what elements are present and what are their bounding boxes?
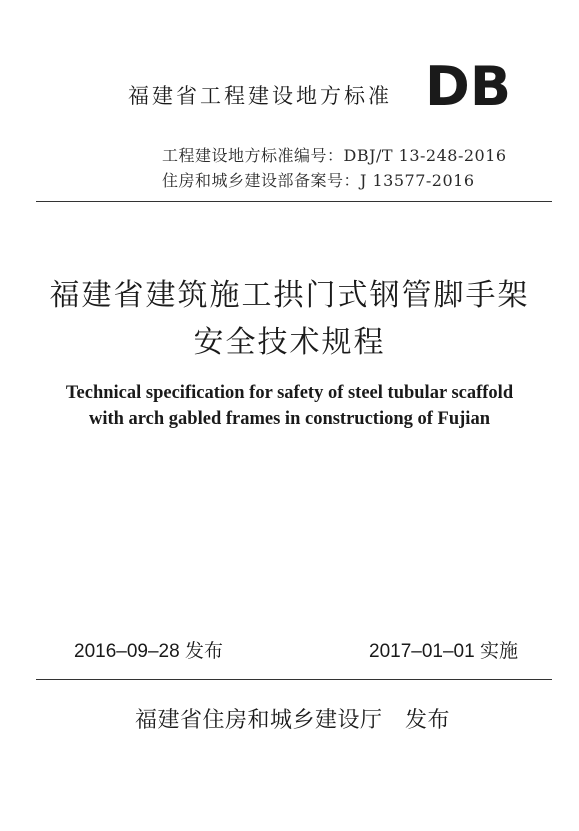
implement-date: 2017–01–01 实施 bbox=[369, 641, 518, 662]
top-divider bbox=[36, 201, 552, 202]
title-cn-line2: 安全技术规程 bbox=[193, 325, 386, 360]
title-en-line1: Technical specification for safety of steel tubular scaffold bbox=[65, 383, 514, 403]
title-en-line2: with arch gabled frames in constructiong of Fujian bbox=[88, 409, 490, 429]
publisher: 福建省住房和城乡建设厅 发布 bbox=[135, 708, 451, 733]
issue-date: 2016–09–28 发布 bbox=[74, 641, 223, 662]
standard-number: 工程建设地方标准编号：DBJ/T 13-248-2016 bbox=[162, 146, 507, 165]
record-number: 住房和城乡建设部备案号：J 13577-2016 bbox=[162, 171, 475, 190]
title-cn-line1: 福建省建筑施工拱门式钢管脚手架 bbox=[49, 278, 530, 313]
standard-type-label: 福建省工程建设地方标准 bbox=[128, 84, 392, 108]
bottom-divider bbox=[36, 679, 552, 680]
db-mark: DB bbox=[425, 55, 511, 118]
